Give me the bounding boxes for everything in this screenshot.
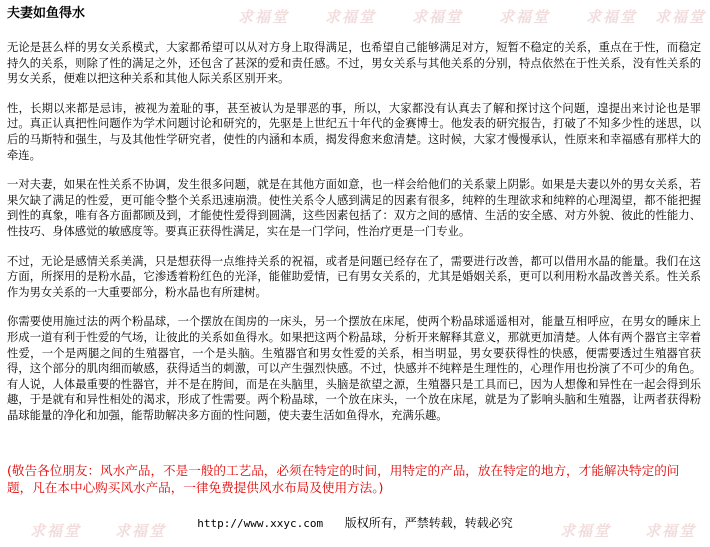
watermark-text: 求福堂	[586, 8, 638, 26]
watermark-text: 求福堂	[645, 522, 697, 540]
watermark-text: 求福堂	[238, 8, 290, 26]
watermark-text: 求福堂	[325, 8, 377, 26]
watermark-text: 求福堂	[499, 8, 551, 26]
article-paragraph: 性，长期以来都是忌讳，被视为羞耻的事，甚至被认为是罪恶的事，所以，大家都没有认真去了解和探讨这个问题，遑提出来讨论也是罪过。真正认真把性问题作为学术问题讨论和研究的，先驱是上世纪五十年代的金赛博士。他发表的研究报告，打破了不知多少性的迷思，以后的马斯特和强生，与及其他性学研究者，使性的内涵和本质，揭发得愈来愈清楚。这时候，大家才慢慢承认，性原来和幸福感有那样大的牵连。	[7, 101, 701, 162]
footer-rights: 版权所有，严禁转载，转载必究	[344, 516, 513, 530]
article-paragraph: 不过，无论是感情关系美满，只是想获得一点维持关系的祝福，或者是问题已经存在了，需要进行改善，都可以借用水晶的能量。我们在这方面，所探用的是粉水晶，它渗透着粉红色的光泽，能催助爱情，已有男女关系的，尤其是婚姻关系，更可以利用粉水晶改善关系。性关系作为男女关系的一大重要部分，粉水晶也有所建树。	[7, 254, 701, 299]
footer-url-link[interactable]: http://www.xxyc.com	[197, 517, 324, 530]
footer	[0, 515, 710, 531]
article-paragraph: 你需要使用施过法的两个粉晶球，一个摆放在闺房的一床头，另一个摆放在床尾，使两个粉晶球遥遥相对，能量互相呼应，在男女的睡床上形成一道有利于性爱的气场，让彼此的关系如鱼得水。如果把这两个粉晶球，分析开来解释其意义，那就更加清楚。人体有两个器官主宰着性爱，一个是两腿之间的生殖器官，一个是头脑。生殖器官和男女性爱的关系，相当明显，男女要获得性的快感，便需要透过生殖器官获得，这个部分的肌肉细而敏感，获得适当的刺激，可以产生强烈快感。不过，快感并不纯粹是生理性的，心理作用也扮演了不可少的角色。有人说，人体最重要的性器官，并不是在胯间，而是在头脑里，头脑是欲望之源，生殖器只是工具而已，因为人想像和异性在一起会得到乐趣，于是就有和异性相处的渴求，形成了性需要。两个粉晶球，一个放在床头，一个放在床尾，就是为了影响头脑和生殖器，让两者获得粉晶球能量的净化和加强，能帮助解决多方面的性问题，使夫妻生活如鱼得水，充满乐趣。	[7, 315, 701, 422]
watermark-text: 求福堂	[412, 8, 464, 26]
article-paragraph: 一对夫妻，如果在性关系不协调，发生很多问题，就是在其他方面如意，也一样会给他们的关系蒙上阴影。如果是夫妻以外的男女关系，若果欠缺了满足的性爱，更可能令整个关系迅速崩溃。使性关系令人感到满足的因素有很多，纯粹的生理欲求和纯粹的心理渴望，都不能把握到性的真象，唯有各方面都顾及到，才能使性爱得到圆满，这些因素包括了：双方之间的感情、生活的安全感、对方外貌、彼此的性能力、性技巧、身体感觉的敏感度等。要真正获得性满足，实在是一门学问，性治疗更是一门专业。	[7, 178, 701, 238]
watermark-text: 求福堂	[655, 8, 707, 26]
article-paragraph: 无论是甚么样的男女关系模式，大家都希望可以从对方身上取得满足，也希望自己能够满足对方，短暂不稳定的关系，重点在于性，而稳定持久的关系，则除了性的满足之外，还包含了甚深的爱和责任感。不过，男女关系与其他关系的分别，特点依然在于性关系，没有性关系的男女关系，便难以把这种关系和其他人际关系区别开来。	[7, 41, 701, 86]
watermark-text: 求福堂	[115, 522, 167, 540]
notice-text: (敬告各位朋友：风水产品，不是一般的工艺品，必须在特定的时间，用特定的产品，放在特定的地方，才能解决特定的问题，凡在本中心购买风水产品，一律免费提供风水布局及使用方法。)	[7, 463, 680, 495]
watermark-text: 求福堂	[560, 522, 612, 540]
article-title: 夫妻如鱼得水	[7, 6, 86, 21]
watermark-text: 求福堂	[30, 522, 82, 540]
article	[7, 4, 701, 423]
